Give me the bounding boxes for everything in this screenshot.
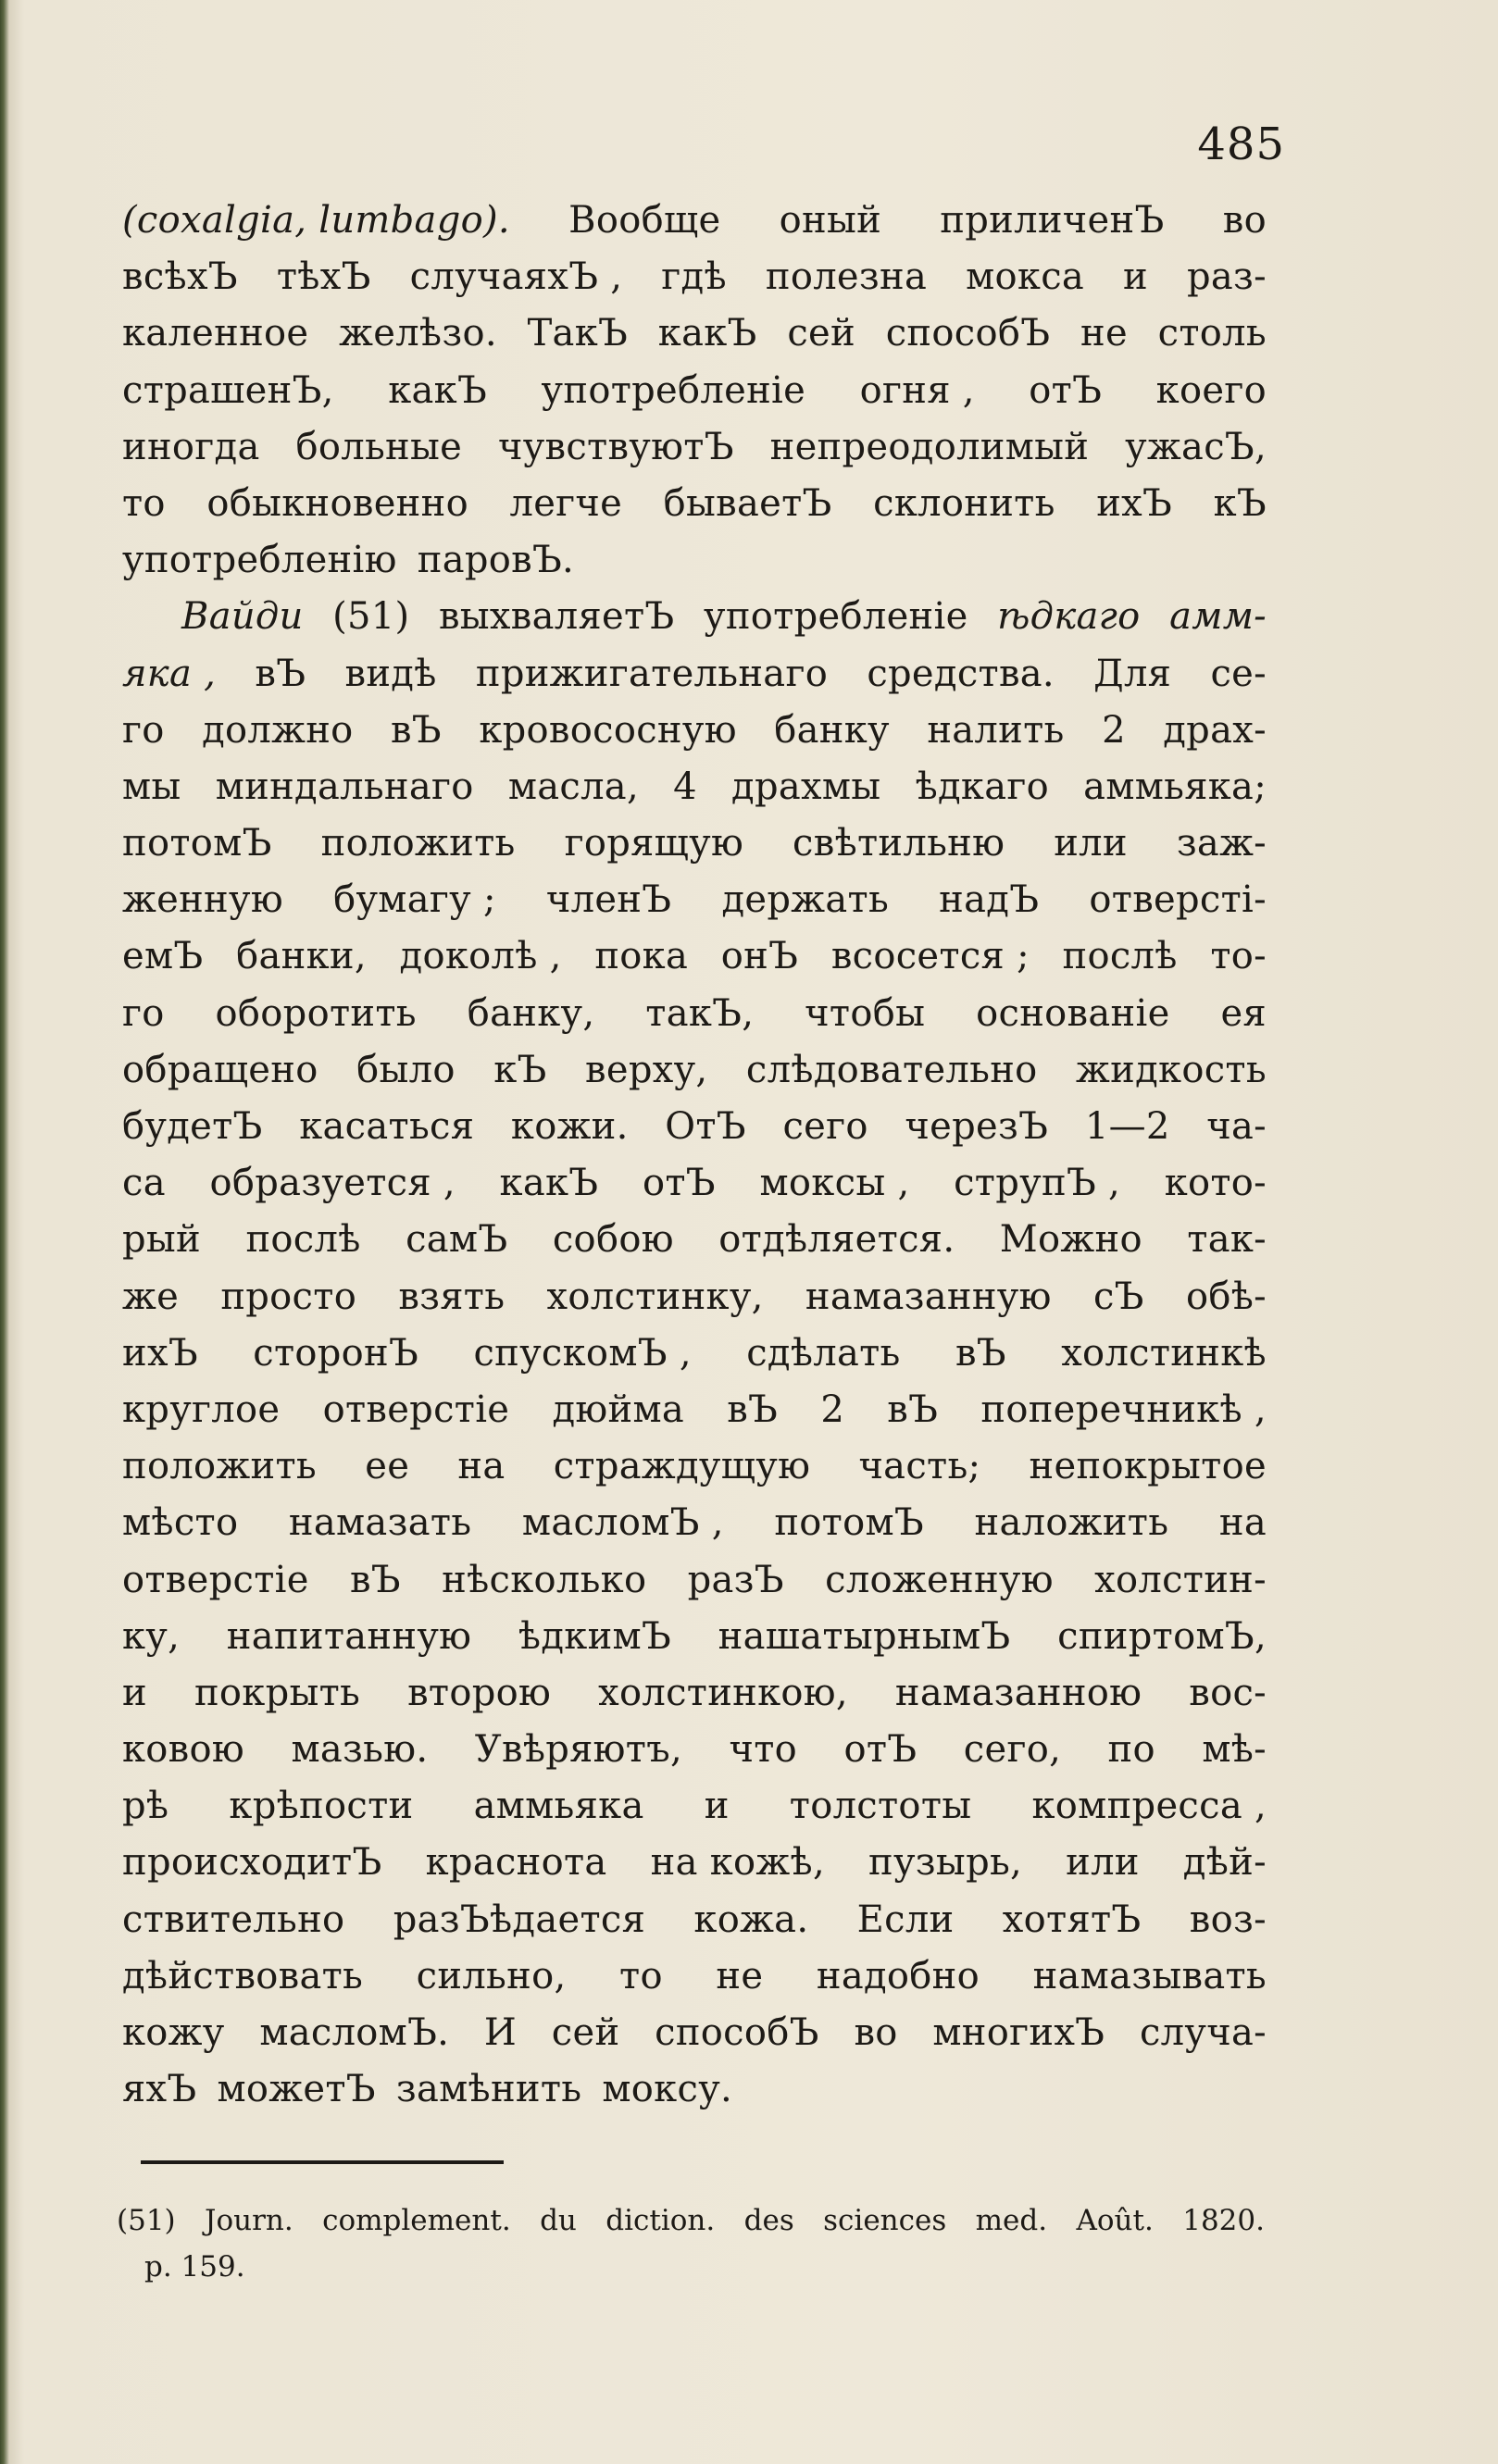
word: просто [220,1275,357,1318]
word: желѣзо. [339,312,497,355]
word: Вообще [568,199,721,242]
word: яка , [122,652,217,695]
word: онЪ [720,935,799,978]
word: должно [202,708,354,752]
word: что [729,1728,798,1772]
word: Можно [999,1218,1142,1262]
word: раз- [1187,255,1267,299]
word: (51) [332,595,410,639]
footnote-word: med. [975,2204,1048,2237]
text-line [122,1892,1267,1948]
word: средства. [867,652,1055,695]
word: отдѣляется. [718,1218,955,1262]
word: кожи. [510,1105,629,1148]
word: И [483,2011,518,2054]
text-line [122,759,1267,815]
word: положить [122,1445,317,1488]
word: дюйма [552,1388,685,1431]
word: гдѣ [661,255,727,299]
page-number: 485 [1197,118,1285,170]
word: столь [1157,312,1267,355]
word: и [122,1671,147,1714]
word: во [854,2011,898,2054]
word: налить [927,708,1065,752]
word: заж- [1176,822,1267,865]
word: сЪ [1092,1275,1144,1318]
word: прижигательнаго [475,652,829,695]
word: крѣпости [229,1785,414,1828]
word: компресса , [1031,1785,1267,1828]
word: замѣнить [395,2068,582,2111]
word: какЪ [499,1162,599,1205]
word: миндальнаго [215,765,474,808]
word: рый [122,1218,202,1262]
word: мы [122,765,181,808]
word: мѣ- [1202,1728,1267,1772]
text-line [122,1778,1267,1835]
word: аммьяка [473,1785,644,1828]
word: спиртомЪ, [1057,1614,1267,1658]
word: женную [122,878,283,922]
word: отЪ [843,1728,918,1772]
word: видѣ [344,652,437,695]
word: происходитЪ [122,1841,382,1885]
word: то- [1210,935,1267,978]
word: масломЪ. [259,2011,450,2054]
word: образуется , [209,1162,456,1205]
word: 2 [1102,708,1126,752]
word: се- [1210,652,1267,695]
text-line [122,249,1267,305]
text-line [122,1495,1267,1551]
word: случа- [1139,2011,1267,2054]
text-line [122,1269,1267,1325]
word: так- [1187,1218,1267,1262]
word: Для [1093,652,1172,695]
word: хотятЪ [1002,1898,1142,1941]
word: огня , [859,368,975,412]
word: са [122,1162,166,1205]
word: обыкновенно [206,481,468,525]
word: разЪ [687,1558,784,1601]
text-line [122,986,1267,1042]
word: положить [320,822,516,865]
word: будетЪ [122,1105,263,1148]
word: коего [1155,368,1267,412]
word: намазанную [805,1275,1052,1318]
word: на кожѣ, [650,1841,825,1885]
text-line [122,1155,1267,1212]
word: краснота [425,1841,607,1885]
word: 4 [673,765,697,808]
word: способЪ [655,2011,819,2054]
footnote-word: complement. [322,2204,511,2237]
text-line [122,1665,1267,1722]
word: второю [407,1671,552,1714]
text-line [122,1382,1267,1438]
word: не [1080,312,1128,355]
text-line [122,419,1267,476]
word: случаяхЪ , [409,255,623,299]
word: ѣдкимЪ [518,1614,672,1658]
word: вЪ [255,652,306,695]
word: потомЪ [122,822,272,865]
word: сей [787,312,855,355]
word: выхваляетЪ [438,595,675,639]
word: ча- [1206,1105,1267,1148]
word: воз- [1189,1898,1267,1941]
text-line [122,476,1267,532]
word: каленное [122,312,309,355]
footnote-divider [141,2160,504,2164]
word: сей [551,2011,620,2054]
word: отЪ [1029,368,1103,412]
word: масломЪ , [521,1501,724,1545]
word: кожу [122,2011,225,2054]
word: ку, [122,1614,181,1658]
text-line [122,1722,1267,1778]
word: во [1222,199,1267,242]
word: какЪ [657,312,757,355]
word: драхмы [731,765,881,808]
word: надЪ [939,878,1040,922]
word: на [1218,1501,1267,1545]
text-line [122,1438,1267,1495]
word: можетЪ [217,2068,376,2111]
footnote-word: des [743,2204,794,2237]
word: потомЪ [774,1501,924,1545]
word: оный [779,199,882,242]
word: то [122,481,166,525]
word: или [1054,822,1128,865]
word: вЪ [887,1388,939,1431]
word: самЪ [406,1218,508,1262]
word: больные [295,425,463,468]
word: какЪ [388,368,488,412]
word: моксу. [602,2068,733,2111]
word: чувствуютЪ [497,425,734,468]
word: сего, [963,1728,1062,1772]
word: емЪ [122,935,204,978]
text-line [122,815,1267,872]
text-line [122,1325,1267,1382]
word: было [356,1048,456,1091]
word: же [122,1275,180,1318]
word: верху, [585,1048,708,1091]
text-line [122,1212,1267,1268]
word: бумагу ; [333,878,496,922]
word: приличенЪ [940,199,1165,242]
word: ствительно [122,1898,345,1941]
word: многихЪ [932,2011,1105,2054]
word: моксы , [759,1162,910,1205]
word: банки, [236,935,367,978]
footnote-word: Journ. [205,2204,293,2237]
word: держать [721,878,890,922]
text-line [122,305,1267,362]
word: банку, [467,991,595,1035]
word: поперечникѣ , [980,1388,1267,1431]
word: Увѣряютъ, [474,1728,683,1772]
word: сложенную [825,1558,1054,1601]
text-line [122,1552,1267,1609]
word: непреодолимый [769,425,1090,468]
word: дѣй- [1182,1841,1267,1885]
footnote-word: Août. [1076,2204,1154,2237]
word: паровЪ. [417,539,575,582]
word: 2 [820,1388,845,1431]
footnote-word: (51) [117,2204,176,2237]
word: послѣ [1062,935,1178,978]
text-line [122,1835,1267,1891]
footnote-word: sciences [823,2204,947,2237]
word: не [716,1954,764,1997]
word: ОтЪ [665,1105,746,1148]
word: мазью. [291,1728,429,1772]
word: слѣдовательно [745,1048,1038,1091]
word: ТакЪ [527,312,629,355]
word: сторонЪ [253,1331,419,1375]
footnote-line-1 [117,2197,1265,2244]
word: непокрытое [1029,1445,1267,1488]
word: бываетЪ [663,481,832,525]
word: Если [856,1898,955,1941]
word: страждущую [553,1445,811,1488]
text-line [122,2061,1267,2118]
word: жидкость [1076,1048,1267,1091]
word: склонить [873,481,1055,525]
word: аммьяка; [1083,765,1267,808]
word: ее [365,1445,410,1488]
word: отЪ [643,1162,716,1205]
text-line [122,703,1267,759]
word: вос- [1189,1671,1267,1714]
word: ужасЪ, [1125,425,1267,468]
word: иногда [122,425,260,468]
text-line [122,646,1267,703]
text-line [122,532,1267,589]
word: отверстіе [322,1388,510,1431]
word: нѣсколько [442,1558,647,1601]
word: то [619,1954,663,1997]
text-line [122,928,1267,985]
word: или [1066,1841,1140,1885]
word: отверстіе [122,1558,309,1601]
word: ея [1220,991,1267,1035]
word: членЪ [545,878,672,922]
footnote-word: du [540,2204,577,2237]
word: тѣхЪ [276,255,371,299]
word: Вайди [181,595,304,639]
word: намазанною [894,1671,1142,1714]
word: ихЪ [122,1331,198,1375]
body-text [122,193,1267,2118]
word: употребленію [122,539,397,582]
word: рѣ [122,1785,169,1828]
word: го [122,708,165,752]
text-line [122,1609,1267,1665]
footnote-line-2 [117,2244,1265,2290]
word: сего [782,1105,868,1148]
word: кото- [1164,1162,1267,1205]
word: всѣхЪ [122,255,238,299]
word: касаться [299,1105,475,1148]
word: пока [594,935,689,978]
word: спускомЪ , [473,1331,692,1375]
word: на [457,1445,506,1488]
word: мокса [966,255,1085,299]
word: надобно [816,1954,980,1997]
word: часть; [858,1445,981,1488]
word: кровососную [479,708,737,752]
footnote-page-ref: p. 159. [144,2250,245,2284]
word: 1—2 [1084,1105,1170,1148]
word: банку [774,708,890,752]
text-line [122,1099,1267,1155]
word: холстинку, [546,1275,764,1318]
word: такЪ, [645,991,755,1035]
word: пузырь, [868,1841,1023,1885]
word: черезЪ [905,1105,1049,1148]
text-line [122,1042,1267,1099]
word: яхЪ [122,2068,197,2111]
word: оборотить [215,991,417,1035]
word: ковою [122,1728,245,1772]
word: по [1107,1728,1155,1772]
word: способЪ [885,312,1051,355]
word: чтобы [805,991,926,1035]
word: употребленіе [541,368,806,412]
word: обѣ- [1185,1275,1267,1318]
word: холстинкѣ [1061,1331,1267,1375]
word: холстинкою, [598,1671,848,1714]
word: ѣдкаго [997,595,1141,639]
word: масла, [507,765,639,808]
word: вЪ [349,1558,401,1601]
word: собою [552,1218,674,1262]
word: напитанную [226,1614,472,1658]
word: драх- [1163,708,1267,752]
word: послѣ [245,1218,361,1262]
text-line [122,193,1267,249]
word: страшенЪ, [122,368,334,412]
footnote [117,2197,1265,2290]
word: вЪ [727,1388,779,1431]
word: струпЪ , [954,1162,1121,1205]
word: наложить [974,1501,1169,1545]
word: полезна [765,255,928,299]
footnote-word: diction. [605,2204,716,2237]
word: взять [398,1275,506,1318]
footnote-word: 1820. [1182,2204,1265,2237]
word: круглое [122,1388,281,1431]
word: кожа. [693,1898,809,1941]
word: обращено [122,1048,318,1091]
word: вЪ [955,1331,1006,1375]
word: амм- [1169,595,1267,639]
word: легче [509,481,623,525]
word: дѣйствовать [122,1954,364,1997]
text-line [122,872,1267,928]
word: сильно, [416,1954,567,1997]
word: ѣдкаго [915,765,1050,808]
word: покрыть [193,1671,361,1714]
word: сдѣлать [746,1331,901,1375]
word: и [704,1785,730,1828]
word: горящую [564,822,744,865]
word: употребленіе [704,595,968,639]
text-line [122,2005,1267,2061]
word: холстин- [1094,1558,1267,1601]
word: всосется ; [830,935,1030,978]
word: доколѣ , [399,935,562,978]
word: отверсті- [1089,878,1267,922]
text-line [122,363,1267,419]
word: (coxalgia, lumbago). [122,199,510,242]
word: и [1123,255,1149,299]
word: кЪ [493,1048,547,1091]
word: основаніе [976,991,1170,1035]
text-line [122,1948,1267,2005]
word: намазывать [1032,1954,1267,1997]
word: свѣтильню [793,822,1005,865]
word: ихЪ [1096,481,1173,525]
word: мѣсто [122,1501,239,1545]
text-line [122,589,1267,645]
word: вЪ [390,708,442,752]
word: нашатырнымЪ [718,1614,1011,1658]
word: толстоты [789,1785,972,1828]
word: разЪѣдается [393,1898,646,1941]
word: кЪ [1213,481,1267,525]
word: намазать [288,1501,472,1545]
word: го [122,991,165,1035]
